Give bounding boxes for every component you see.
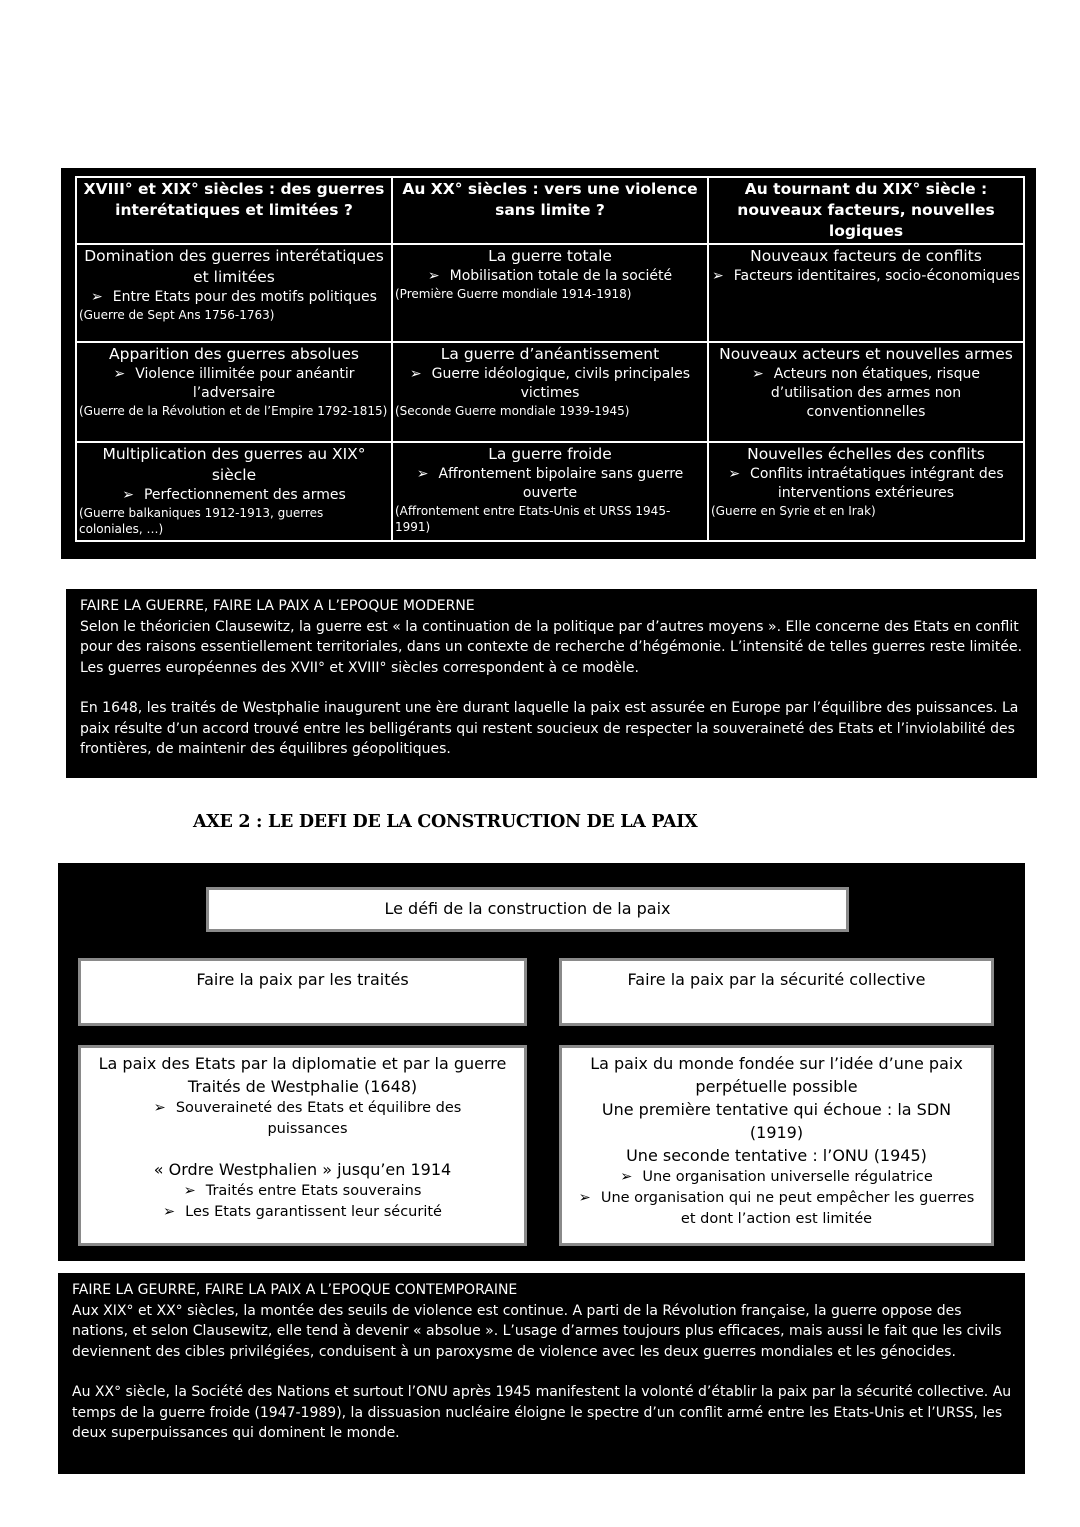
cell-title: Domination des guerres interétatiques et limitées: [84, 247, 384, 286]
diagram-line: Une première tentative qui échoue : la SDN (1919): [601, 1100, 952, 1142]
table-header-row: [76, 177, 1024, 244]
cell-title: La guerre d’anéantissement: [440, 345, 660, 363]
cell-example: (Première Guerre mondiale 1914-1918): [395, 287, 632, 301]
cell-title: Nouvelles échelles des conflits: [747, 445, 985, 463]
table-cell: [76, 342, 392, 442]
wars-summary-panel: [61, 168, 1036, 559]
cell-example: (Seconde Guerre mondiale 1939-1945): [395, 404, 630, 418]
section-title: AXE 2 : LE DEFI DE LA CONSTRUCTION DE LA PAIX: [193, 812, 698, 832]
cell-bullet: ➢ Mobilisation totale de la société: [427, 268, 673, 284]
table-cell: [392, 342, 708, 442]
diagram-bullet: ➢ Une organisation qui ne peut empêcher les guerres et dont l’action est limitée: [578, 1190, 975, 1227]
wars-table: [75, 176, 1025, 542]
table-cell: [708, 244, 1024, 342]
arrow-bullet-icon: ➢: [91, 289, 103, 305]
cell-bullet: ➢ Acteurs non étatiques, risque d’utilisation des armes non conventionnelles: [752, 366, 980, 420]
table-row: [76, 342, 1024, 442]
table-row: [76, 442, 1024, 541]
cell-example: (Guerre de la Révolution et de l’Empire 1792-1815): [79, 404, 388, 418]
textbox-paragraph: Aux XIX° et XX° siècles, la montée des seuils de violence est continue. A parti de la Révolution française, la guerre oppose des nations, et selon Clausewitz, elle tend à devenir « absolue ». L’usage d’armes toujours plus efficaces, mais aussi le fait que les civils deviennent des cibles privilégiées, conduisent à un paroxysme de violence avec les deux guerres mondiales et les génocides.: [72, 1302, 1002, 1360]
cell-title: Multiplication des guerres au XIX° siècle: [102, 445, 366, 484]
diagram-line: « Ordre Westphalien » jusqu’en 1914: [153, 1160, 452, 1179]
peace-diagram: [58, 863, 1025, 1261]
table-cell: [392, 244, 708, 342]
table-header-cell: Au XX° siècles : vers une violence sans limite ?: [392, 177, 708, 244]
arrow-bullet-icon: ➢: [578, 1190, 591, 1206]
diagram-right-body: [559, 1045, 994, 1246]
arrow-bullet-icon: ➢: [728, 466, 741, 482]
table-cell: [708, 342, 1024, 442]
diagram-bullet: ➢ Traités entre Etats souverains: [183, 1183, 422, 1199]
arrow-bullet-icon: ➢: [752, 366, 764, 382]
modern-era-textbox: [66, 589, 1037, 778]
cell-example: (Guerre de Sept Ans 1756-1763): [79, 308, 275, 322]
diagram-line: Traités de Westphalie (1648): [187, 1077, 418, 1096]
diagram-bullet: ➢ Les Etats garantissent leur sécurité: [163, 1204, 442, 1220]
cell-bullet: ➢ Entre Etats pour des motifs politiques: [91, 289, 377, 305]
contemporary-era-textbox: [58, 1273, 1025, 1474]
cell-example: (Guerre balkaniques 1912-1913, guerres coloniales, …): [79, 506, 324, 536]
arrow-bullet-icon: ➢: [153, 1100, 166, 1116]
cell-bullet: ➢ Facteurs identitaires, socio-économiques: [712, 268, 1020, 284]
table-cell: [76, 244, 392, 342]
cell-title: Nouveaux acteurs et nouvelles armes: [719, 345, 1013, 363]
textbox-paragraph: Selon le théoricien Clausewitz, la guerre est « la continuation de la politique par d’autres moyens ». Elle concerne des Etats en conflit pour des raisons essentiellement territoriales, dans un contexte de recherche d’hégémonie. L’intensité de telles guerres reste limitée. Les guerres européennes des XVII° et XVIII° siècles correspondent à ce modèle.: [80, 618, 1023, 676]
textbox-paragraph: En 1648, les traités de Westphalie inaugurent une ère durant laquelle la paix est assurée en Europe par l’équilibre des puissances. La paix résulte d’un accord trouvé entre les belligérants qui restent soucieux de respecter la souveraineté des Etats et l’inviolabilité des frontières, de maintenir des équilibres géopolitiques.: [80, 700, 1019, 757]
cell-example: (Guerre en Syrie et en Irak): [711, 504, 876, 518]
arrow-bullet-icon: ➢: [416, 466, 429, 482]
diagram-line: La paix du monde fondée sur l’idée d’une paix perpétuelle possible: [590, 1054, 963, 1096]
diagram-line: Une seconde tentative : l’ONU (1945): [626, 1146, 927, 1165]
table-header-cell: Au tournant du XIX° siècle : nouveaux facteurs, nouvelles logiques: [708, 177, 1024, 244]
cell-bullet: ➢ Conflits intraétatiques intégrant des interventions extérieures: [728, 466, 1004, 501]
table-header-cell: XVIII° et XIX° siècles : des guerres interétatiques et limitées ?: [76, 177, 392, 244]
diagram-left-heading: Faire la paix par les traités: [78, 958, 527, 1026]
arrow-bullet-icon: ➢: [122, 487, 134, 503]
cell-bullet: ➢ Violence illimitée pour anéantir l’adversaire: [113, 366, 355, 401]
diagram-bullet: ➢ Une organisation universelle régulatrice: [620, 1169, 933, 1185]
arrow-bullet-icon: ➢: [163, 1204, 176, 1220]
cell-example: (Affrontement entre Etats-Unis et URSS 1945-1991): [395, 504, 671, 534]
table-cell: [76, 442, 392, 541]
cell-title: Apparition des guerres absolues: [109, 345, 359, 363]
arrow-bullet-icon: ➢: [427, 268, 440, 284]
cell-bullet: ➢ Perfectionnement des armes: [122, 487, 346, 503]
diagram-left-body: [78, 1045, 527, 1246]
arrow-bullet-icon: ➢: [113, 366, 126, 382]
diagram-bullet: ➢ Souveraineté des Etats et équilibre des puissances: [153, 1100, 462, 1137]
textbox-heading: FAIRE LA GEURRE, FAIRE LA PAIX A L’EPOQUE CONTEMPORAINE: [72, 1282, 518, 1298]
diagram-right-heading: Faire la paix par la sécurité collective: [559, 958, 994, 1026]
diagram-title-box: Le défi de la construction de la paix: [206, 887, 849, 932]
table-cell: [708, 442, 1024, 541]
cell-title: Nouveaux facteurs de conflits: [750, 247, 982, 265]
arrow-bullet-icon: ➢: [409, 366, 422, 382]
arrow-bullet-icon: ➢: [620, 1169, 633, 1185]
arrow-bullet-icon: ➢: [712, 268, 724, 284]
table-row: [76, 244, 1024, 342]
cell-title: La guerre froide: [488, 445, 612, 463]
cell-title: La guerre totale: [488, 247, 612, 265]
table-cell: [392, 442, 708, 541]
textbox-heading: FAIRE LA GUERRE, FAIRE LA PAIX A L’EPOQUE MODERNE: [80, 598, 475, 614]
cell-bullet: ➢ Affrontement bipolaire sans guerre ouverte: [416, 466, 684, 501]
arrow-bullet-icon: ➢: [183, 1183, 196, 1199]
cell-bullet: ➢ Guerre idéologique, civils principales victimes: [409, 366, 691, 401]
diagram-line: La paix des Etats par la diplomatie et par la guerre: [98, 1054, 507, 1073]
textbox-paragraph: Au XX° siècle, la Société des Nations et surtout l’ONU après 1945 manifestent la volonté d’établir la paix par la sécurité collective. Au temps de la guerre froide (1947-1989), la dissuasion nucléaire éloigne le spectre d’un conflit armé entre les Etats-Unis et l’URSS, les deux superpuissances qui dominent le monde.: [72, 1384, 1012, 1441]
